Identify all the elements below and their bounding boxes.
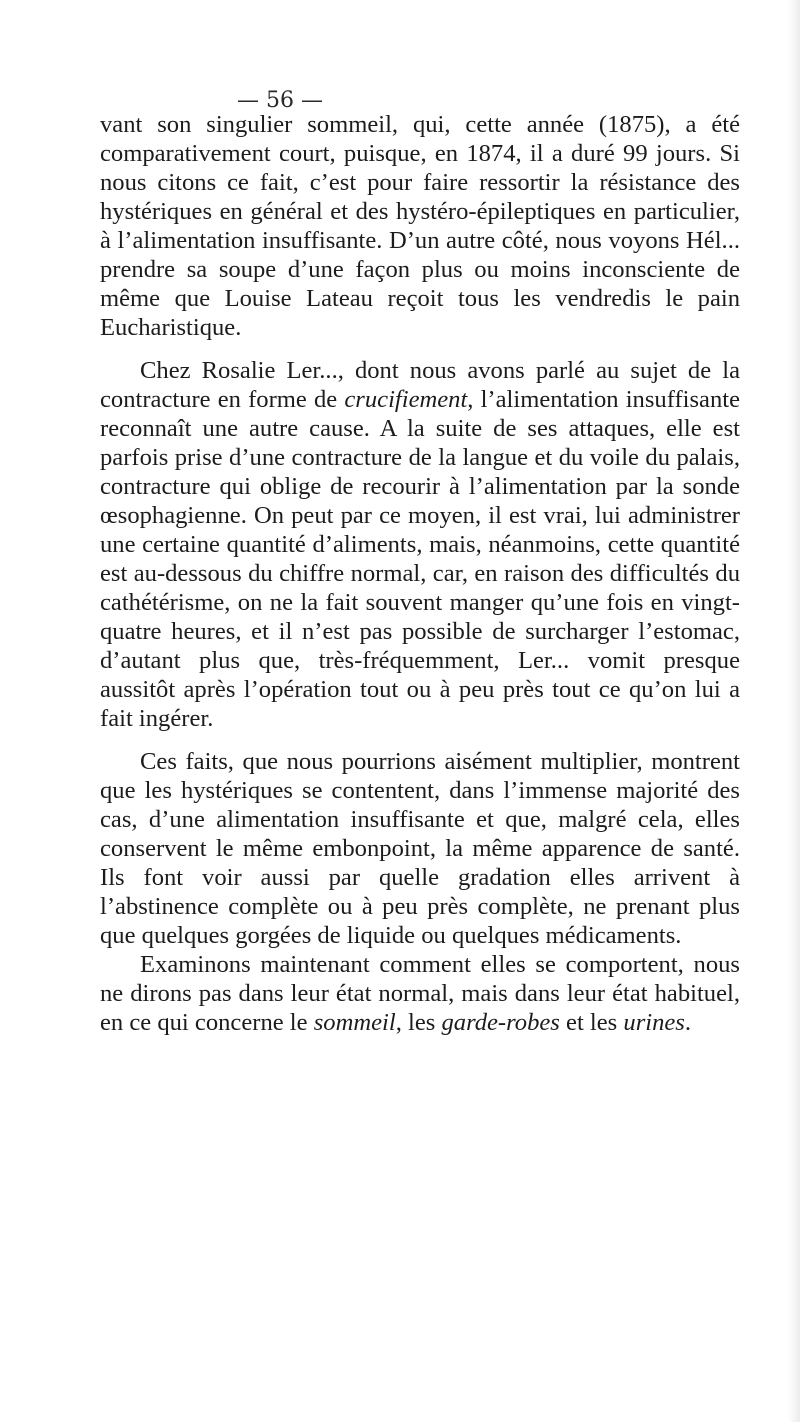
paragraph-2-start: Chez Rosalie Ler..., dont nous avons parlé au sujet de la contracture en forme de <box>100 357 740 413</box>
paragraph-4-end: . <box>684 1009 692 1036</box>
paragraph-3: Ces faits, que nous pourrions aisément multiplier, montrent que les hystériques se contentent, dans l’immense majorité des cas, d’une alimentation insuffisante et que, malgré cela, elles conservent le même embonpoint, la même apparence de santé. Ils font voir aussi par quelle gradation elles arrivent à l’abstinence complète ou à peu près complète, ne prenant plus que quelques gorgées de liquide ou quelques médicaments. <box>100 748 740 949</box>
italic-term-garde-robes: garde-robes <box>441 1009 560 1036</box>
italic-term-urines: urines <box>623 1009 685 1036</box>
paragraph-2 <box>100 356 740 733</box>
body-text <box>100 110 740 1037</box>
page-edge-shadow <box>788 0 800 1422</box>
paragraph-4 <box>100 950 740 1037</box>
italic-term-crucifiement: crucifiement <box>344 386 468 413</box>
paragraph-4-middle-1: , les <box>395 1009 442 1036</box>
italic-term-sommeil: sommeil <box>313 1009 396 1036</box>
paragraph-4-start: Examinons maintenant comment elles se comportent, nous ne dirons pas dans leur état normal, mais dans leur état habituel, en ce qui concerne le <box>100 951 740 1036</box>
paragraph-1: vant son singulier sommeil, qui, cette année (1875), a été comparativement court, puisque, en 1874, il a duré 99 jours. Si nous citons ce fait, c’est pour faire ressortir la résistance des hystériques en général et des hystéro-épileptiques en particulier, à l’alimentation insuffisante. D’un autre côté, nous voyons Hél... prendre sa soupe d’une façon plus ou moins inconsciente de même que Louise Lateau reçoit tous les vendredis le pain Eucharistique. <box>100 111 740 341</box>
paragraph-4-middle-2: et les <box>559 1009 624 1036</box>
paragraph-2-end: , l’alimentation insuffisante reconnaît une autre cause. A la suite de ses attaques, elle est parfois prise d’une contracture de la langue et du voile du palais, contracture qui oblige de recourir à l’alimentation par la sonde œsophagienne. On peut par ce moyen, il est vrai, lui administrer une certaine quantité d’aliments, mais, néanmoins, cette quantité est au-dessous du chiffre normal, car, en raison des difficultés du cathétérisme, on ne la fait souvent manger qu’une fois en vingt-quatre heures, et il n’est pas possible de surcharger l’estomac, d’autant plus que, très-fréquemment, Ler... vomit presque aussitôt après l’opération tout ou à peu près tout ce qu’on lui a fait ingérer. <box>100 386 741 732</box>
page-number: — 56 — <box>237 88 323 113</box>
